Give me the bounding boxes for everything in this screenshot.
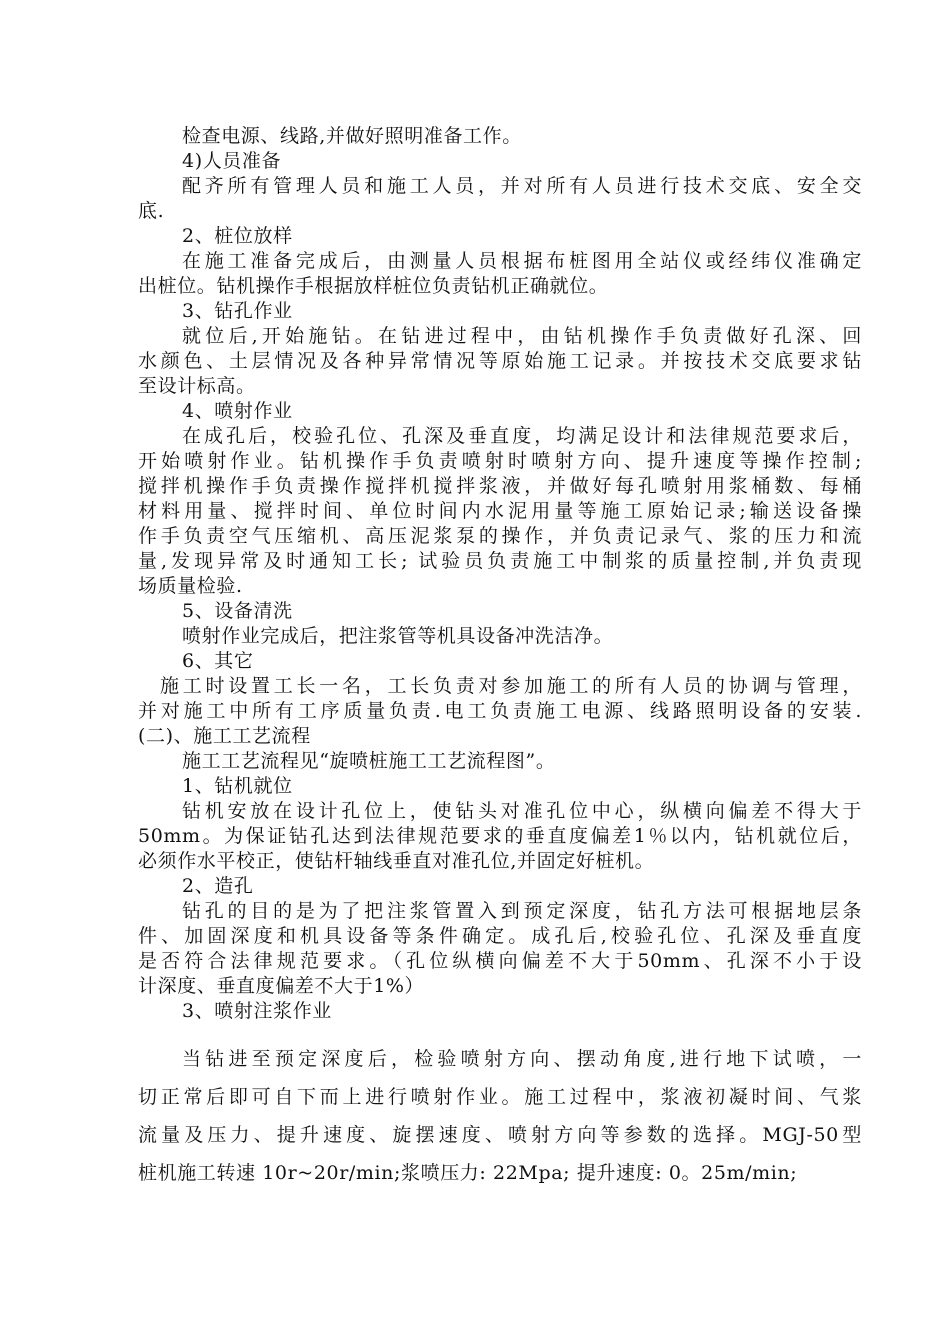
text-line: 水颜色、土层情况及各种异常情况等原始施工记录。并按技术交底要求钻 <box>138 350 862 372</box>
text-line: 流量及压力、提升速度、旋摆速度、喷射方向等参数的选择。MGJ-50型 <box>138 1124 862 1146</box>
section-heading: 5、设备清洗 <box>182 600 293 622</box>
text-line: 在成孔后，校验孔位、孔深及垂直度，均满足设计和法律规范要求后， <box>182 425 862 447</box>
text-line: 施工工艺流程见“旋喷桩施工工艺流程图”。 <box>182 750 556 772</box>
text-line: 配齐所有管理人员和施工人员，并对所有人员进行技术交底、安全交 <box>182 175 862 197</box>
section-heading: 3、喷射注浆作业 <box>182 1000 332 1022</box>
text-line: 是否符合法律规范要求。（孔位纵横向偏差不大于50mm、孔深不小于设 <box>138 950 862 972</box>
section-heading: 6、其它 <box>182 650 254 672</box>
text-line: 量,发现异常及时通知工长; 试验员负责施工中制浆的质量控制,并负责现 <box>138 550 862 572</box>
text-line: 就位后,开始施钻。在钻进过程中，由钻机操作手负责做好孔深、回 <box>182 325 862 347</box>
text-line: 材料用量、搅拌时间、单位时间内水泥用量等施工原始记录;输送设备操 <box>138 500 862 522</box>
section-heading: 4、喷射作业 <box>182 400 293 422</box>
loose-paragraph <box>138 1040 862 1192</box>
section-heading: 2、造孔 <box>182 875 254 897</box>
section-heading: 4)人员准备 <box>182 150 282 172</box>
text-line: 出桩位。钻机操作手根据放样桩位负责钻机正确就位。 <box>138 275 609 297</box>
text-line: 在施工准备完成后，由测量人员根据布桩图用全站仪或经纬仪准确定 <box>182 250 862 272</box>
text-line: 底. <box>138 200 165 222</box>
text-line: 开始喷射作业。钻机操作手负责喷射时喷射方向、提升速度等操作控制; <box>138 450 862 472</box>
section-heading: (二)、施工工艺流程 <box>138 725 311 747</box>
text-line: 当钻进至预定深度后，检验喷射方向、摆动角度,进行地下试喷，一 <box>182 1048 862 1070</box>
text-line: 施工时设置工长一名，工长负责对参加施工的所有人员的协调与管理， <box>160 675 862 697</box>
section-heading: 3、钻孔作业 <box>182 300 293 322</box>
text-line: 钻机安放在设计孔位上，使钻头对准孔位中心，纵横向偏差不得大于 <box>182 800 862 822</box>
text-line: 喷射作业完成后，把注浆管等机具设备冲洗洁净。 <box>182 625 614 647</box>
section-heading: 1、钻机就位 <box>182 775 293 797</box>
document-body <box>138 124 862 1192</box>
text-line: 作手负责空气压缩机、高压泥浆泵的操作，并负责记录气、浆的压力和流 <box>138 525 862 547</box>
text-line: 桩机施工转速 10r~20r/min;浆喷压力: 22Mpa; 提升速度: 0。25m/min; <box>138 1162 798 1184</box>
text-line: 并对施工中所有工序质量负责.电工负责施工电源、线路照明设备的安装. <box>138 700 862 722</box>
text-line: 场质量检验. <box>138 575 243 597</box>
text-line: 50mm。为保证钻孔达到法律规范要求的垂直度偏差1％以内，钻机就位后， <box>138 825 862 847</box>
text-line: 搅拌机操作手负责操作搅拌机搅拌浆液，并做好每孔喷射用浆桶数、每桶 <box>138 475 862 497</box>
text-line: 件、加固深度和机具设备等条件确定。成孔后,校验孔位、孔深及垂直度 <box>138 925 862 947</box>
text-line: 至设计标高。 <box>138 375 256 397</box>
text-line: 检查电源、线路,并做好照明准备工作。 <box>182 125 522 147</box>
section-heading: 2、桩位放样 <box>182 225 293 247</box>
text-line: 切正常后即可自下而上进行喷射作业。施工过程中，浆液初凝时间、气浆 <box>138 1086 862 1108</box>
text-line: 必须作水平校正，使钻杆轴线垂直对准孔位,并固定好桩机。 <box>138 850 655 872</box>
text-line: 钻孔的目的是为了把注浆管置入到预定深度，钻孔方法可根据地层条 <box>182 900 862 922</box>
text-line: 计深度、垂直度偏差不大于1%） <box>138 975 425 997</box>
